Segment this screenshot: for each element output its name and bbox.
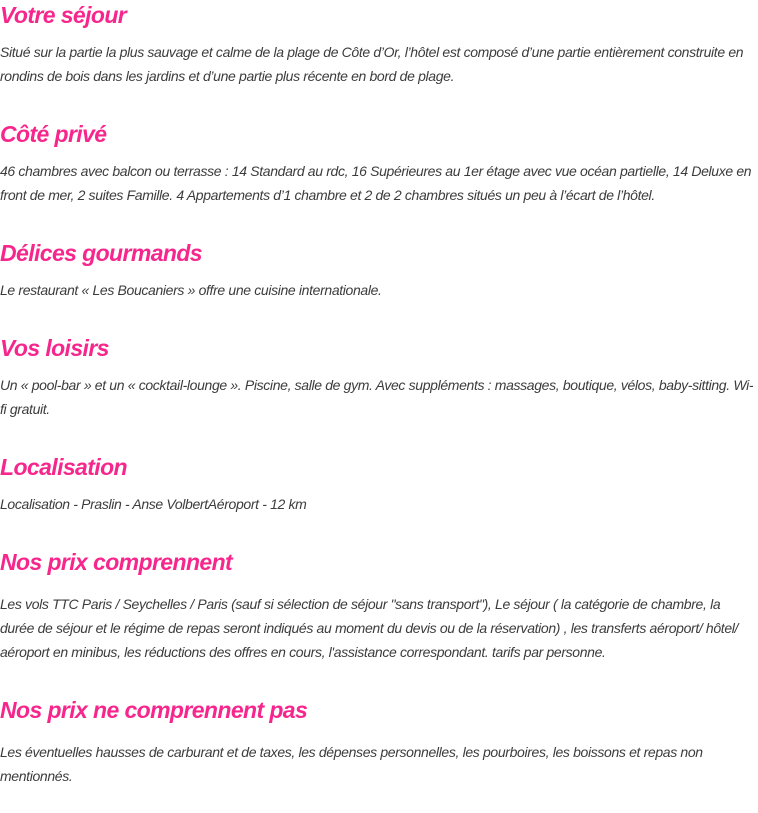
section-text: Un « pool-bar » et un « cocktail-lounge ». Piscine, salle de gym. Avec suppléments : massages, boutique, vélos, baby-sitting. Wi-fi gratuit.: [0, 377, 754, 417]
section-prix-ne-comprennent-pas: [0, 695, 758, 788]
section-text: Localisation - Praslin - Anse VolbertAéroport - 12 km: [0, 496, 307, 512]
section-heading: Nos prix comprennent: [0, 549, 233, 575]
section-text: Le restaurant « Les Boucaniers » offre une cuisine internationale.: [0, 282, 382, 298]
section-localisation: [0, 452, 758, 516]
section-text: Les éventuelles hausses de carburant et de taxes, les dépenses personnelles, les pourboires, les boissons et repas non mentionnés.: [0, 744, 703, 784]
section-heading: Vos loisirs: [0, 335, 109, 361]
section-vos-loisirs: [0, 333, 758, 421]
section-text: Situé sur la partie la plus sauvage et calme de la plage de Côte d’Or, l’hôtel est composé d’une partie entièrement construite en rondins de bois dans les jardins et d’une partie plus récente en bord de plage.: [0, 44, 744, 84]
section-votre-sejour: [0, 0, 758, 88]
section-heading: Côté privé: [0, 121, 107, 147]
section-delices-gourmands: [0, 238, 758, 302]
section-heading: Nos prix ne comprennent pas: [0, 697, 308, 723]
section-heading: Délices gourmands: [0, 240, 202, 266]
section-heading: Votre séjour: [0, 2, 127, 28]
section-heading: Localisation: [0, 454, 127, 480]
section-text: Les vols TTC Paris / Seychelles / Paris (sauf si sélection de séjour "sans transport"), Le séjour ( la catégorie de chambre, la durée de séjour et le régime de repas seront indiqués au moment du devis ou de la réservation) , les transferts aéroport/ hôtel/ aéroport en minibus, les réductions des offres en cours, l'assistance correspondant. tarifs par personne.: [0, 596, 739, 660]
section-text: 46 chambres avec balcon ou terrasse : 14 Standard au rdc, 16 Supérieures au 1er étage avec vue océan partielle, 14 Deluxe en front de mer, 2 suites Famille. 4 Appartements d’1 chambre et 2 de 2 chambres situés un peu à l’écart de l’hôtel.: [0, 163, 752, 203]
section-cote-prive: [0, 119, 758, 207]
section-prix-comprennent: [0, 547, 758, 664]
